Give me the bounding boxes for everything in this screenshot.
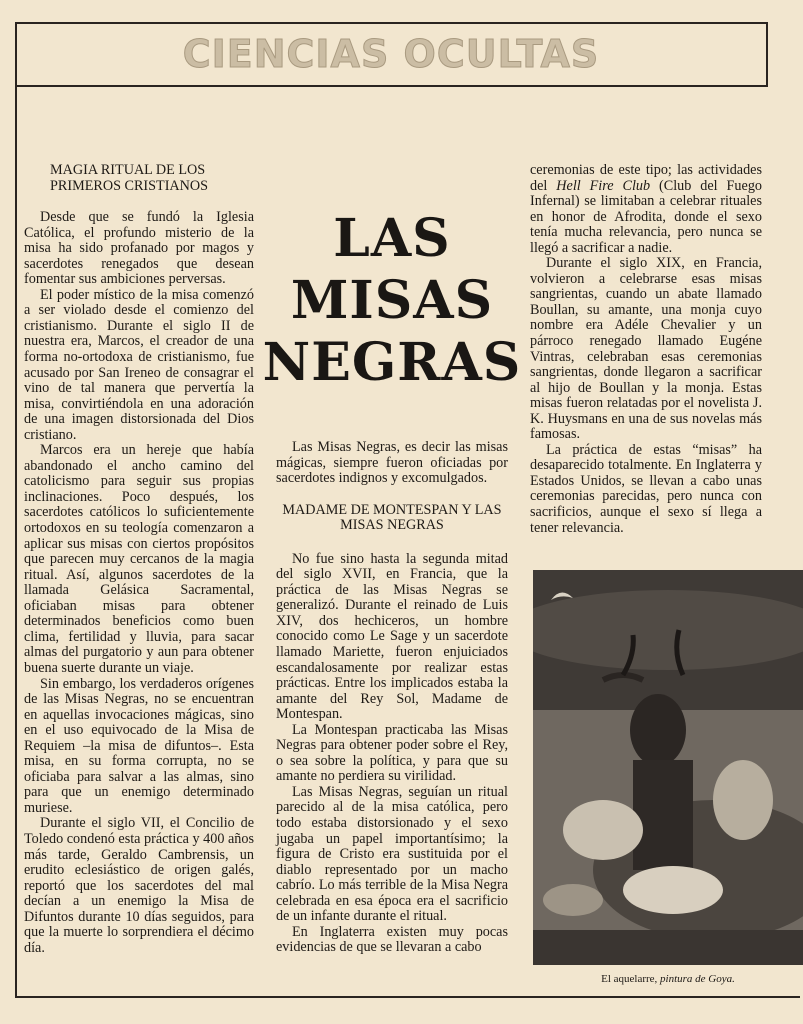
title-line: MISAS bbox=[290, 270, 494, 331]
paragraph: Sin embargo, los verdaderos orígenes de las Misas Negras, no se encuentran en aquellas invocaciones mágicas, sino en el uso equivocado de la Misa de Requiem –la misa de difuntos–. Esta misa, en su forma corrupta, no se oficiaba para salvar a las almas, sino para que un enemigo determinado muriese. bbox=[24, 675, 254, 816]
column-left bbox=[24, 163, 254, 956]
paragraph: Las Misas Negras, seguían un ritual parecido al de la misa católica, pero todo estaba distorsionado y el sexo jugaba un papel importantísimo; la figura de Cristo era sustituida por el diablo representado por un macho cabrío. Lo más terrible de la Misa Negra celebrada en esa época era el sacrificio de un infante durante el ritual. bbox=[276, 783, 508, 925]
column-right bbox=[530, 163, 762, 536]
paragraph: Durante el siglo VII, el Concilio de Toledo condenó esta práctica y 400 años más tarde, Geraldo Cambrensis, un erudito eclesiástico de origen galés, reportó que los sacerdotes del mal decían a un enemigo la Misa de Difuntos durante 10 días seguidos, para que la muerte lo sorprendiera el décimo día. bbox=[24, 815, 254, 956]
footer-rule bbox=[15, 996, 800, 998]
text-run: ceremonias de este tipo; las actividades del bbox=[530, 162, 762, 194]
paragraph: Durante el siglo XIX, en Francia, volvieron a celebrarse esas misas sangrientas, cuando un abate llamado Boullan, su amante, una monja cuyo nombre era Adéle Chevalier y un párroco renegado llamado Eugéne Vintras, celebraban esas ceremonias sangrientas, donde llegaron a sacrificar al hijo de Boullan y la monja. Estas misas fueron relatadas por el novelista J. K. Huysmans en una de sus novelas más famosas. bbox=[530, 255, 762, 443]
paragraph: Marcos era un hereje que había abandonado el ancho camino del catolicismo para seguir sus propias inclinaciones. Poco después, los sacerdotes católicos lo suficientemente ortodoxos en su teología comenzaron a aplicar sus misas con ciertos propósitos que parecen muy cercanos de la magia ritual. Así, algunos sacerdotes de la llamada Gelásica Sacramental, oficiaban misas para obtener determinados beneficios como buen clima, fertilidad y lluvia, para sacar almas del purgatorio y aun para obtener buena suerte durante un viaje. bbox=[24, 442, 254, 676]
paragraph bbox=[530, 163, 762, 256]
paragraph: La Montespan practicaba las Misas Negras para obtener poder sobre el Rey, o sea sobre la política, y para que su amante no perdiera su virilidad. bbox=[276, 721, 508, 785]
article-title bbox=[262, 208, 522, 394]
text-run: (Club del Fuego Infernal) se limitaban a celebrar rituales en honor de Afrodita, donde el sexo tenía mucha relevancia, pero nunca se llegó a sacrificar a nadie. bbox=[530, 177, 763, 256]
paragraph: No fue sino hasta la segunda mitad del siglo XVII, en Francia, que la práctica de las Misas Negras se generalizó. Durante el reinado de Luis XIV, dos hechiceros, un hombre conocido como Le Sage y un sacerdote llamado Mariette, fueron enjuiciados escandalosamente por realizar estas prácticas. Entre los implicados estaba la amante del Rey Sol, Madame de Montespan. bbox=[276, 550, 508, 723]
club-name: Hell Fire Club bbox=[556, 177, 651, 194]
goya-painting-image bbox=[533, 570, 803, 965]
caption-italic: pintura de Goya. bbox=[660, 973, 735, 985]
paragraph: El poder místico de la misa comenzó a ser violado desde el comienzo del cristianismo. Durante el siglo II de nuestra era, Marcos, el creador de una forma no-ortodoxa de cristianismo, fue acusado por San Ireneo de consagrar el vino de tal manera que pervertía la misa, convirtiéndola en una adoración de una imagen distorsionada del Dios cristiano. bbox=[24, 286, 254, 443]
paragraph: En Inglaterra existen muy pocas evidencias de que se llevaran a cabo bbox=[276, 923, 508, 956]
image-caption bbox=[533, 972, 803, 986]
column-middle bbox=[276, 440, 508, 956]
paragraph: Desde que se fundó la Iglesia Católica, el profundo misterio de la misa ha sido profanado por magos y sacerdotes renegados que desean fomentar sus ambiciones perversas. bbox=[24, 209, 254, 288]
title-line: NEGRAS bbox=[262, 332, 522, 393]
subheading-magia-ritual: MAGIA RITUAL DE LOS PRIMEROS CRISTIANOS bbox=[50, 162, 209, 194]
section-title: CIENCIAS OCULTAS bbox=[182, 32, 600, 76]
subheading-montespan: MADAME DE MONTESPAN Y LAS MISAS NEGRAS bbox=[282, 501, 502, 534]
paragraph: La práctica de estas “misas” ha desaparecido totalmente. En Inglaterra y Estados Unidos, se llevan a cabo unas ceremonias parecidas, pero nunca con sacrificios, aunque el sexo sí llega a tener relevancia. bbox=[530, 441, 762, 536]
painting-illustration bbox=[533, 570, 803, 965]
intro-paragraph: Las Misas Negras, es decir las misas mágicas, siempre fueron oficiadas por sacerdotes indignos y excomulgados. bbox=[276, 439, 508, 487]
title-line: LAS bbox=[333, 208, 451, 269]
header-rule bbox=[15, 85, 767, 87]
caption-text: El aquelarre, bbox=[601, 973, 661, 985]
